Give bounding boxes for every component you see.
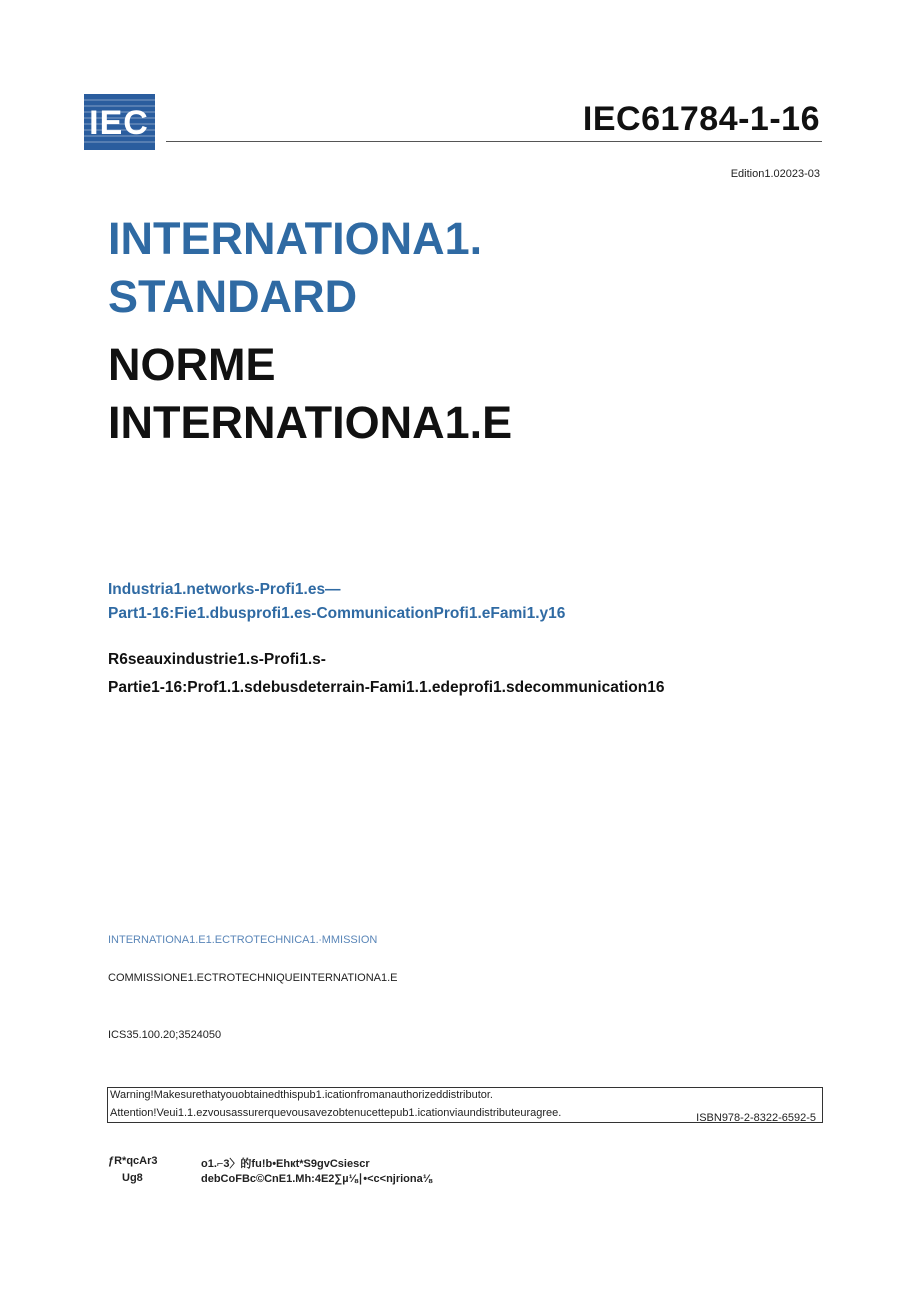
title-french-line1: NORME (108, 339, 276, 390)
title-french-line2: INTERNATIONA1.E (108, 397, 513, 448)
warning-french: Attention!Veui1.1.ezvousassurerquevousavezobtenucettepub1.icationviaundistributeuragree. (110, 1107, 562, 1119)
subtitle-english (108, 578, 565, 626)
ics-code: ICS35.100.20;3524050 (108, 1029, 222, 1041)
document-number: IEC61784-1-16 (582, 100, 820, 138)
header-divider (166, 141, 822, 142)
footer-row2-left: Ug8 (122, 1172, 143, 1184)
title-english-line2: STANDARD (108, 271, 358, 322)
subtitle-english-line2: Part1-16:Fie1.dbusprofi1.es-CommunicationProfi1.eFami1.y16 (108, 605, 566, 622)
title-french (108, 336, 512, 452)
warning-english: Warning!Makesurethatyouobtainedthispub1.icationfromanauthorizeddistributor. (110, 1089, 493, 1101)
warning-box (107, 1087, 823, 1123)
subtitle-french-line2: Partie1-16:Prof1.1.sdebusdeterrain-Fami1.1.edeprofi1.sdecommunication16 (108, 679, 665, 696)
footer-row1-left: ƒR*qcAr3 (108, 1155, 158, 1167)
isbn-number: ISBN978-2-8322-6592-5 (696, 1112, 816, 1124)
subtitle-french (108, 646, 664, 702)
edition-label: Edition1.02023-03 (730, 168, 820, 180)
footer-row1-right: o1.⌐3〉的fu!b•Ehкt*S9gvCsiescr (201, 1158, 370, 1170)
footer-row2-right: debCoFBc©CnE1.Mh:4E2∑µ⅛∣•<c<njriona⅛ (201, 1173, 432, 1185)
iec-logo-graphic (84, 94, 155, 150)
organization-english: INTERNATIONA1.E1.ECTROTECHNICA1.∙MMISSION (108, 934, 378, 946)
title-english-line1: INTERNATIONA1. (108, 213, 483, 264)
title-english (108, 210, 482, 326)
subtitle-french-line1: R6seauxindustrie1.s-Profi1.s- (108, 651, 326, 668)
logo-lettering: IEC (89, 104, 149, 142)
iec-logo (84, 94, 155, 150)
subtitle-english-line1: Industria1.networks-Profi1.es— (108, 581, 341, 598)
organization-french: COMMISSIONE1.ECTROTECHNIQUEINTERNATIONA1.E (108, 972, 398, 984)
